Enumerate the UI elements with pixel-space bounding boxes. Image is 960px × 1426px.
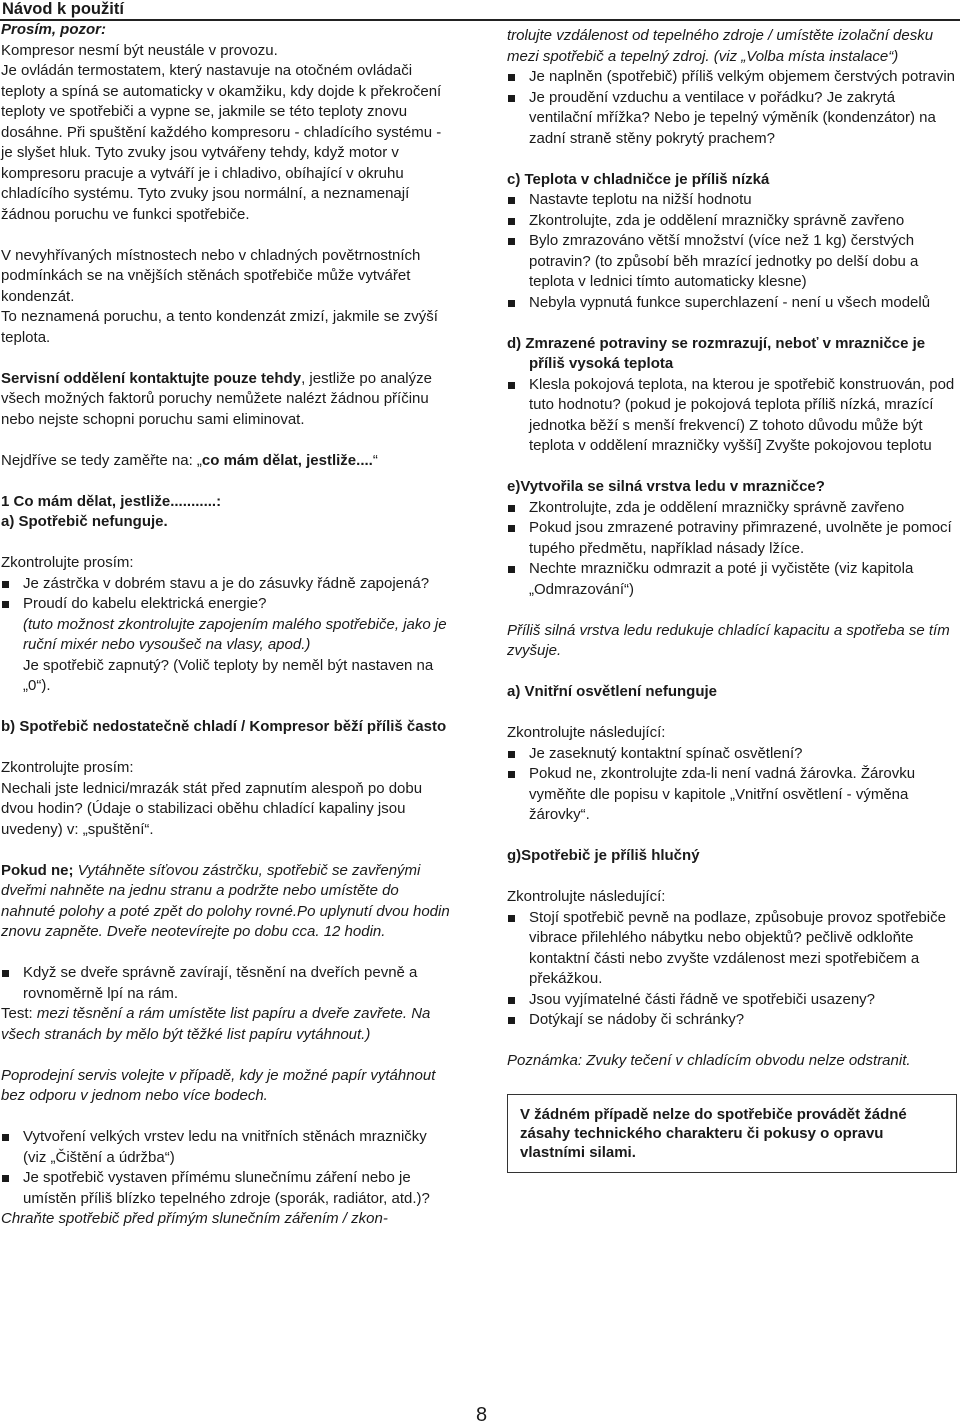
section-1-title: 1 Co mám dělat, jestliže...........: [1, 492, 222, 510]
section-a-title: a) Spotřebič nefunguje. [1, 513, 168, 530]
list-d [507, 375, 957, 457]
list-c [507, 190, 957, 313]
paragraph-test [1, 1004, 451, 1045]
list-item: Pokud jsou zmrazené potraviny přimrazené, uvolněte je pomocí tupého předmětu, například násady lžíce. [507, 518, 957, 559]
paragraph-first [1, 451, 451, 472]
paragraph-b1: Nechali jste lednici/mrazák stát před zapnutím alespoň po dobu dvou hodin? (Údaje o stabilizaci oběhu chladící kapaliny jsou uvedeny) v: „spuštění“. [1, 779, 423, 838]
list-item: Nechte mrazničku odmrazit a poté ji vyčistěte (viz kapitola „Odmrazování“) [507, 559, 957, 600]
list-b [1, 1127, 451, 1209]
list-item: Když se dveře správně zavírají, těsnění na dveřích pevně a rovnoměrně lpí na rám. [1, 963, 451, 1004]
list-item: Je zaseknutý kontaktní spínač osvětlení? [507, 744, 957, 765]
list-a [1, 574, 451, 615]
left-column [1, 20, 451, 1230]
paragraph-continued: trolujte vzdálenost od tepelného zdroje / umístěte izolační desku mezi spotřebič a tepelný zdroj. (viz „Volba místa instalace“) [507, 27, 934, 65]
paragraph-sun: Chraňte spotřebič před přímým slunečním zářením / zkon- [1, 1210, 388, 1227]
list-item: Zkontrolujte, zda je oddělení mrazničky správně zavřeno [507, 498, 957, 519]
paragraph-after-sales: Poprodejní servis volejte v případě, kdy je možné papír vytáhnout bez odporu v jednom nebo více bodech. [1, 1066, 436, 1104]
warning-title: Prosím, pozor: [1, 21, 107, 38]
list-door [1, 963, 451, 1004]
list-item: Nastavte teplotu na nižší hodnotu [507, 190, 957, 211]
note-ice: Příliš silná vrstva ledu redukuje chladící kapacitu a spotřeba se tím zvyšuje. [507, 621, 950, 659]
section-g-title: g)Spotřebič je příliš hlučný [507, 847, 700, 864]
check-heading-4: Zkontrolujte následující: [507, 888, 666, 905]
section-b-title: b) Spotřebič nedostatečně chladí / Kompresor běží příliš často [1, 718, 447, 735]
paragraph-thermostat: Je ovládán termostatem, který nastavuje na otočném ovládači teploty a spíná se automaticky v okamžiku, kdy dojde k překročení teploty ve spotřebiči a vypne se, jakmile se této teploty znovu dosáhne. Při spuštění každého kompresoru - chladícího systému - je slyšet hluk. Tyto zvuky jsou vytvářeny tehdy, když motor v kompresoru pracuje a vytváří je i chladivo, obíhající v okruhu chladícího systému. Tyto zvuky jsou normální, a neznamenají žádnou poruchu ve funkci spotřebiče. [1, 62, 442, 223]
list-item: Proudí do kabelu elektrická energie? [1, 594, 451, 615]
page-number: 8 [476, 1404, 488, 1426]
note-noise: Poznámka: Zvuky tečení v chladícím obvodu nelze odstranit. [507, 1052, 911, 1069]
list-item: Zkontrolujte, zda je oddělení mrazničky správně zavřeno [507, 211, 957, 232]
list-item: Je naplněn (spotřebič) příliš velkým objemem čerstvých potravin [507, 67, 957, 88]
check-heading-3: Zkontrolujte následující: [507, 724, 666, 741]
paragraph-condensate-note: To neznamená poruchu, a tento kondenzát zmizí, jakmile se zvýší teplota. [1, 308, 438, 346]
list-item: Dotýkají se nádoby či schránky? [507, 1010, 957, 1031]
list-g [507, 908, 957, 1031]
test-italic: mezi těsnění a rám umístěte list papíru a dveře zavřete. Na všech stranách by mělo být těžké list papíru vytáhnout.) [1, 1005, 431, 1043]
section-light-title: a) Vnitřní osvětlení nefunguje [507, 683, 718, 700]
list-b-continued [507, 67, 957, 149]
note-a-italic: (tuto možnost zkontrolujte zapojením malého spotřebiče, jako je ruční mixér nebo vysoušeč na vlasy, apod.) [23, 615, 447, 653]
list-item: Stojí spotřebič pevně na podlaze, způsobuje provoz spotřebiče vibrace přilehlého nábytku nebo objektů? pečlivě odkloňte kontaktní části nebo zvyšte vzdálenost mezi spotřebičem a překážkou. [507, 908, 957, 990]
first-pre: Nejdříve se tedy zaměřte na: „ [1, 451, 202, 469]
paragraph-compressor: Kompresor nesmí být neustále v provozu. [1, 41, 278, 59]
if-not-bold: Pokud ne; [1, 861, 74, 879]
page-header [0, 0, 960, 21]
paragraph-service [1, 369, 451, 431]
section-c-title: c) Teplota v chladničce je příliš nízká [507, 170, 770, 188]
list-item: Klesla pokojová teplota, na kterou je spotřebič konstruován, pod tuto hodnotu? (pokud je pokojová teplota příliš nízká, mrazící jednotka běží s menší frekvencí) Z tohoto důvodu může být teplota v oddělení mrazničky vyšší] Zvyšte pokojovou teplotu [507, 375, 957, 457]
list-item: Vytvoření velkých vrstev ledu na vnitřních stěnách mrazničky (viz „Čištění a údržba“) [1, 1127, 451, 1168]
section-e-title: e)Vytvořila se silná vrstva ledu v mrazničce? [507, 478, 825, 495]
note-a-switch: Je spotřebič zapnutý? (Volič teploty by neměl být nastaven na „0“). [23, 656, 434, 694]
list-item: Je zástrčka v dobrém stavu a je do zásuvky řádně zapojená? [1, 574, 451, 595]
paragraph-if-not [1, 861, 451, 943]
warning-box: V žádném případě nelze do spotřebiče provádět žádné zásahy technického charakteru či pokusy o opravu vlastními silami. [507, 1094, 957, 1173]
list-item: Je spotřebič vystaven přímému slunečnímu záření nebo je umístěn příliš blízko tepelného zdroje (sporák, radiátor, atd.)? [1, 1168, 451, 1209]
right-column [507, 26, 957, 1173]
list-light [507, 744, 957, 826]
paragraph-condensate: V nevyhřívaných místnostech nebo v chladných povětrnostních podmínkách se na vnějších stěnách spotřebiče může vytvářet kondenzát. [1, 246, 421, 305]
page-title: Návod k použití [2, 0, 124, 18]
first-post: “ [372, 451, 378, 469]
check-heading-2: Zkontrolujte prosím: [1, 759, 134, 776]
list-item: Nebyla vypnutá funkce superchlazení - není u všech modelů [507, 293, 957, 314]
list-item: Pokud ne, zkontrolujte zda-li není vadná žárovka. Žárovku vyměňte dle popisu v kapitole „Vnitřní osvětlení - výměna žárovky“. [507, 764, 957, 826]
service-rest: , jestliže po analýze všech možných faktorů poruchy nemůžete nalézt žádnou příčinu nebo nejste schopni poruchu sami eliminovat. [1, 369, 432, 428]
list-item: Jsou vyjímatelné části řádně ve spotřebiči usazeny? [507, 990, 957, 1011]
first-bold: co mám dělat, jestliže.... [201, 451, 373, 469]
test-label: Test: [1, 1005, 33, 1022]
if-not-italic: Vytáhněte síťovou zástrčku, spotřebič se zavřenými dveřmi nahněte na jednu stranu a podržte nebo umístěte do nahnuté polohy a poté zpět do polohy rovné.Po uplynutí dvou hodin znovu zapněte. Dveře neotevírejte po dobu cca. 12 hodin. [1, 861, 450, 940]
check-heading-1: Zkontrolujte prosím: [1, 554, 134, 571]
list-item: Je proudění vzduchu a ventilace v pořádku? Je zakrytá ventilační mřížka? Nebo je tepelný výměník (kondenzátor) na zadní straně stěny pokrytý prachem? [507, 88, 957, 150]
list-item: Bylo zmrazováno větší množství (více než 1 kg) čerstvých potravin? (to způsobí běh mrazící jednotky po delší dobu a teplota v lednici tímto automaticky klesne) [507, 231, 957, 293]
section-d-title: d) Zmrazené potraviny se rozmrazují, neboť v mrazničce je příliš vysoká teplota [507, 334, 926, 372]
list-e [507, 498, 957, 601]
service-bold: Servisní oddělení kontaktujte pouze tehdy [1, 369, 302, 387]
